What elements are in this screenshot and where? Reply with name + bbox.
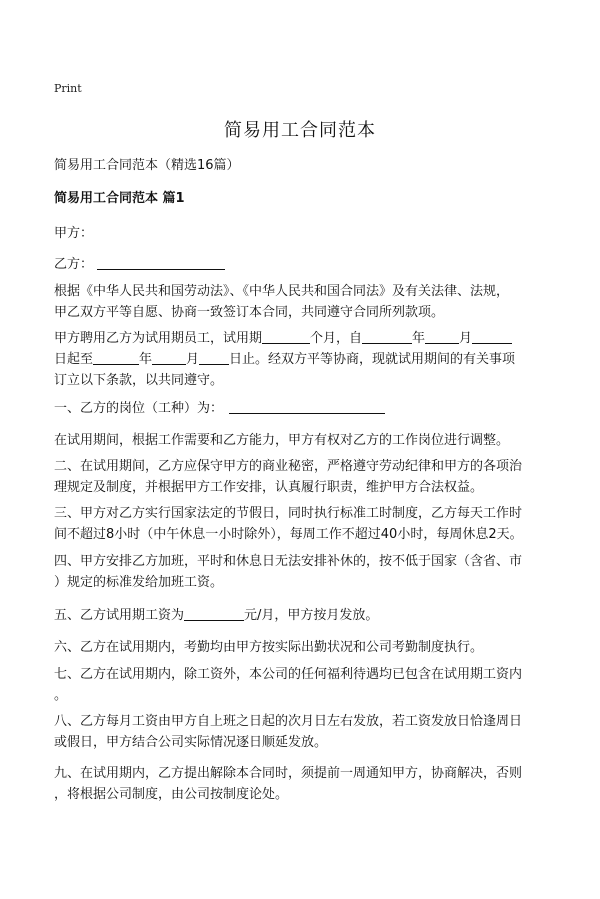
probation-text: 日起至 — [54, 352, 94, 367]
clause-3-line-2: 间不超过8小时（中午休息一小时除外），每周工作不超过40小时，每周休息2天。 — [54, 527, 523, 542]
probation-text: 日止。经双方平等协商，现就试用期间的有关事项 — [229, 352, 516, 367]
clause-9-line-2: ，将根据公司制度，由公司按制度论处。 — [54, 787, 289, 802]
clause-9 — [54, 763, 550, 805]
probation-text: 年 — [412, 331, 426, 346]
clause-6: 六、乙方在试用期内，考勤均由甲方按实际出勤状况和公司考勤制度执行。 — [54, 640, 484, 655]
probation-text: 个月，自 — [310, 331, 363, 346]
clause-8-line-1: 八、乙方每月工资由甲方自上班之日起的次月日左右发放，若工资发放日恰逢周日 — [54, 714, 523, 729]
start-day-blank — [472, 330, 512, 344]
clause-3-line-1: 三、甲方对乙方实行国家法定的节假日，同时执行标准工时制度，乙方每天工作时 — [54, 506, 523, 521]
probation-paragraph — [54, 328, 550, 391]
probation-text: 甲方聘用乙方为试用期员工，试用期 — [54, 331, 263, 346]
clause-2 — [54, 456, 550, 498]
clause-1 — [54, 397, 550, 416]
probation-text: 月 — [459, 331, 473, 346]
clause-4-line-1: 四、甲方安排乙方加班，平时和休息日无法安排补休的，按不低于国家（含省、市 — [54, 554, 523, 569]
section-heading: 简易用工合同范本 篇1 — [54, 191, 185, 206]
intro-paragraph — [54, 281, 550, 323]
party-b-label: 乙方： — [54, 257, 94, 272]
probation-text: 年 — [139, 352, 153, 367]
clause-2-line-1: 二、在试用期间，乙方应保守甲方的商业秘密，严格遵守劳动纪律和甲方的各项治 — [54, 459, 523, 474]
clause-5-text: 元/月，甲方按月发放。 — [244, 608, 379, 623]
end-year-blank — [93, 351, 139, 365]
clause-4 — [54, 551, 550, 593]
wage-blank — [184, 607, 244, 621]
clause-9-line-1: 九、在试用期内，乙方提出解除本合同时，须提前一周通知甲方，协商解决，否则 — [54, 766, 523, 781]
clause-8 — [54, 711, 550, 753]
clause-7-line-1: 七、乙方在试用期内，除工资外，本公司的任何福利待遇均已包含在试用期工资内 — [54, 667, 523, 682]
start-year-blank — [362, 330, 412, 344]
clause-2-line-2: 理规定及制度，并根据甲方工作安排，认真履行职责，维护甲方合法权益。 — [54, 480, 484, 495]
probation-text: 月 — [186, 352, 200, 367]
intro-line-2: 甲乙双方平等自愿、协商一致签订本合同，共同遵守合同所列款项。 — [54, 305, 445, 320]
probation-line-1 — [54, 328, 550, 349]
clause-8-line-2: 或假日，甲方结合公司实际情况逐日顺延发放。 — [54, 735, 328, 750]
document-title: 简易用工合同范本 — [224, 120, 376, 141]
party-a-line — [54, 222, 550, 241]
party-b-blank — [97, 256, 225, 270]
position-blank — [229, 400, 385, 414]
start-month-blank — [425, 330, 459, 344]
party-b-line — [54, 253, 550, 272]
months-blank — [262, 330, 310, 344]
probation-line-3: 订立以下条款，以共同遵守。 — [54, 373, 224, 388]
party-a-label: 甲方： — [54, 226, 94, 241]
end-day-blank — [199, 351, 229, 365]
print-label: Print — [54, 82, 82, 95]
clause-1-text: 一、乙方的岗位（工种）为： — [54, 401, 224, 416]
probation-line-2 — [54, 349, 550, 370]
clause-7 — [54, 664, 550, 706]
clause-3 — [54, 503, 550, 545]
document-subtitle: 简易用工合同范本（精选16篇） — [54, 158, 240, 173]
clause-1-note: 在试用期间，根据工作需要和乙方能力，甲方有权对乙方的工作岗位进行调整。 — [54, 433, 510, 448]
intro-line-1: 根据《中华人民共和国劳动法》、《中华人民共和国合同法》及有关法律、法规， — [54, 284, 510, 299]
end-month-blank — [152, 351, 186, 365]
clause-7-line-2: 。 — [54, 688, 68, 703]
clause-4-line-2: ）规定的标准发给加班工资。 — [54, 575, 224, 590]
clause-5 — [54, 604, 550, 623]
clause-5-text: 五、乙方试用期工资为 — [54, 608, 185, 623]
